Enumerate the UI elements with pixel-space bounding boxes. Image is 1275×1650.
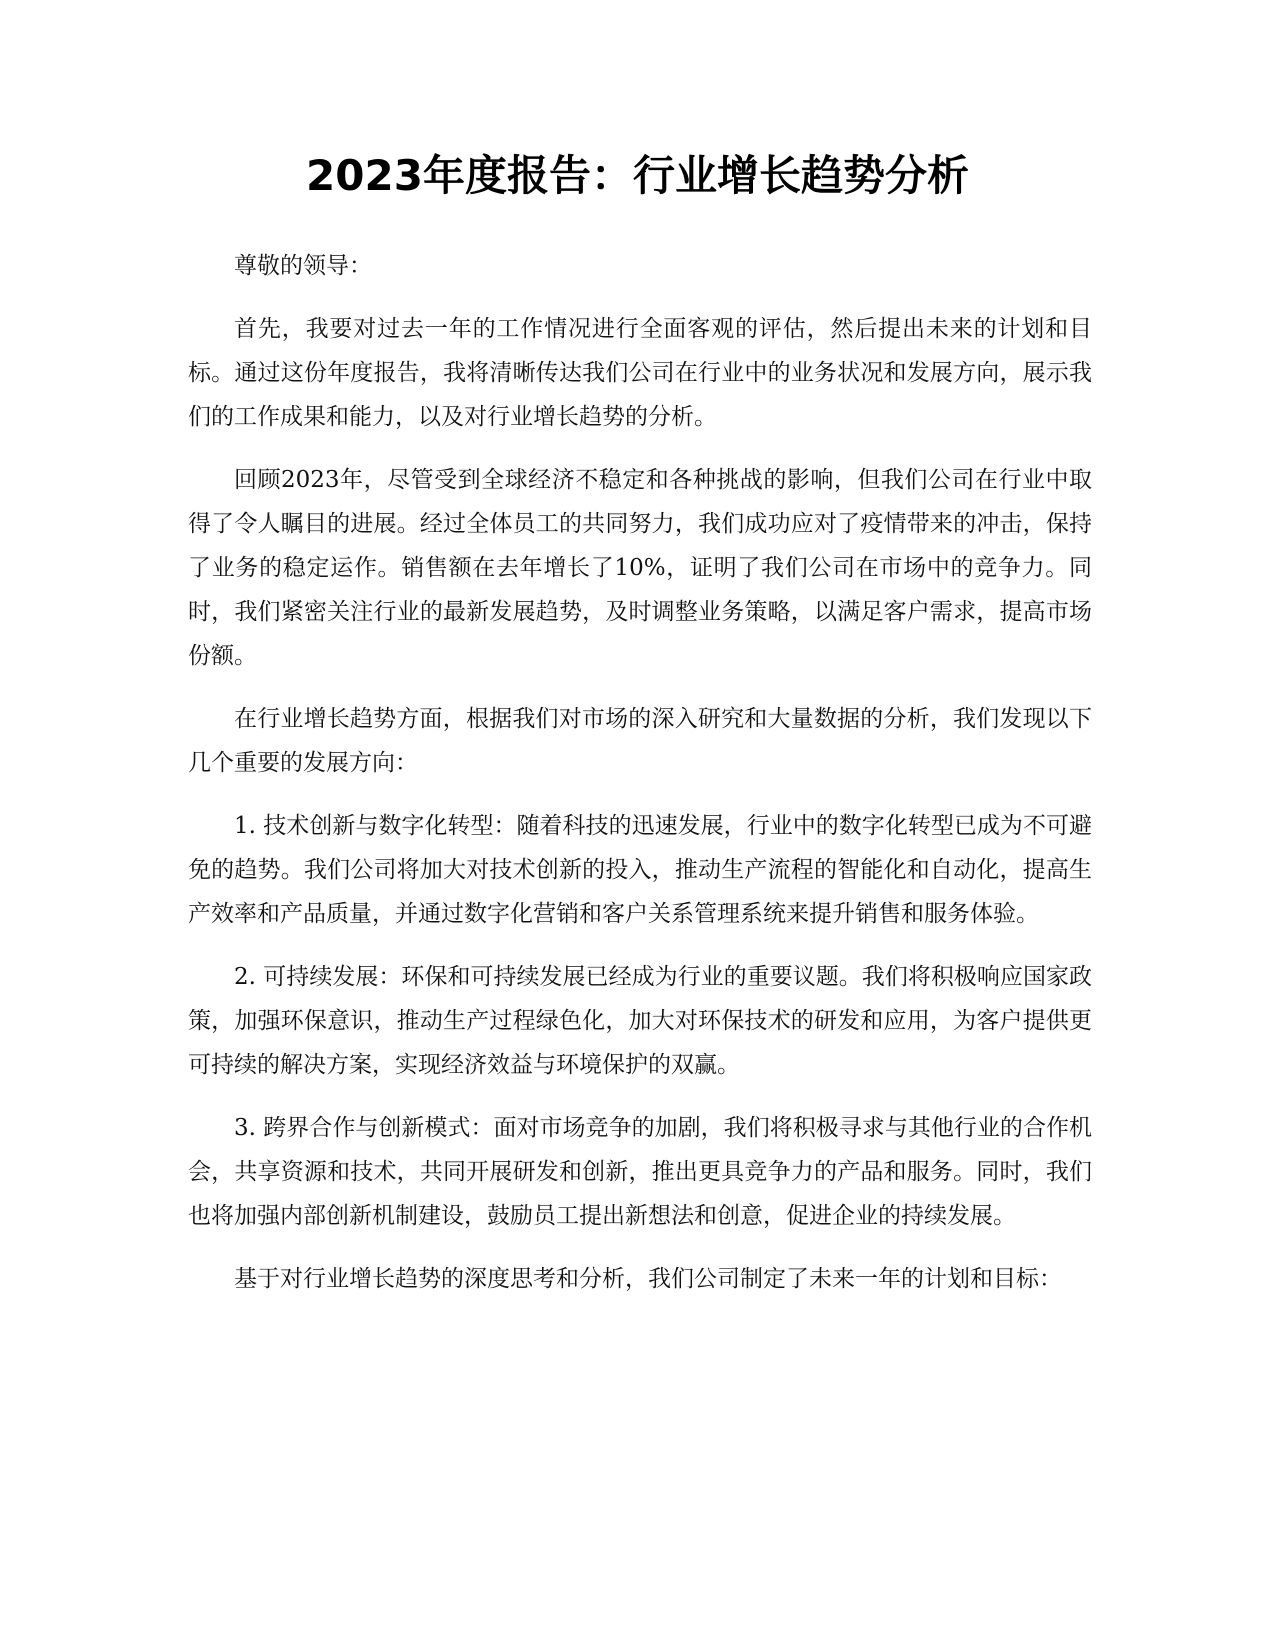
document-body bbox=[188, 244, 1092, 1320]
list-item-cross-industry: 3. 跨界合作与创新模式：面对市场竞争的加剧，我们将积极寻求与其他行业的合作机会，共享资源和技术，共同开展研发和创新，推出更具竞争力的产品和服务。同时，我们也将加强内部创新机制建设，鼓励员工提出新想法和创意，促进企业的持续发展。 bbox=[188, 1115, 1092, 1229]
list-item-tech-innovation: 1. 技术创新与数字化转型：随着科技的迅速发展，行业中的数字化转型已成为不可避免的趋势。我们公司将加大对技术创新的投入，推动生产流程的智能化和自动化，提高生产效率和产品质量，并通过数字化营销和客户关系管理系统来提升销售和服务体验。 bbox=[188, 813, 1092, 927]
paragraph-introduction: 首先，我要对过去一年的工作情况进行全面客观的评估，然后提出未来的计划和目标。通过这份年度报告，我将清晰传达我们公司在行业中的业务状况和发展方向，展示我们的工作成果和能力，以及对行业增长趋势的分析。 bbox=[188, 316, 1092, 430]
list-item-sustainability: 2. 可持续发展：环保和可持续发展已经成为行业的重要议题。我们将积极响应国家政策，加强环保意识，推动生产过程绿色化，加大对环保技术的研发和应用，为客户提供更可持续的解决方案，实现经济效益与环境保护的双赢。 bbox=[188, 964, 1092, 1078]
paragraph-review-2023: 回顾2023年，尽管受到全球经济不稳定和各种挑战的影响，但我们公司在行业中取得了令人瞩目的进展。经过全体员工的共同努力，我们成功应对了疫情带来的冲击，保持了业务的稳定运作。销售额在去年增长了10%，证明了我们公司在市场中的竞争力。同时，我们紧密关注行业的最新发展趋势，及时调整业务策略，以满足客户需求，提高市场份额。 bbox=[188, 467, 1092, 669]
paragraph-trends-intro: 在行业增长趋势方面，根据我们对市场的深入研究和大量数据的分析，我们发现以下几个重要的发展方向： bbox=[188, 706, 1092, 776]
document-title: 2023年度报告：行业增长趋势分析 bbox=[306, 151, 969, 200]
salutation: 尊敬的领导： bbox=[234, 253, 372, 279]
paragraph-plans-intro: 基于对行业增长趋势的深度思考和分析，我们公司制定了未来一年的计划和目标： bbox=[234, 1266, 1062, 1292]
